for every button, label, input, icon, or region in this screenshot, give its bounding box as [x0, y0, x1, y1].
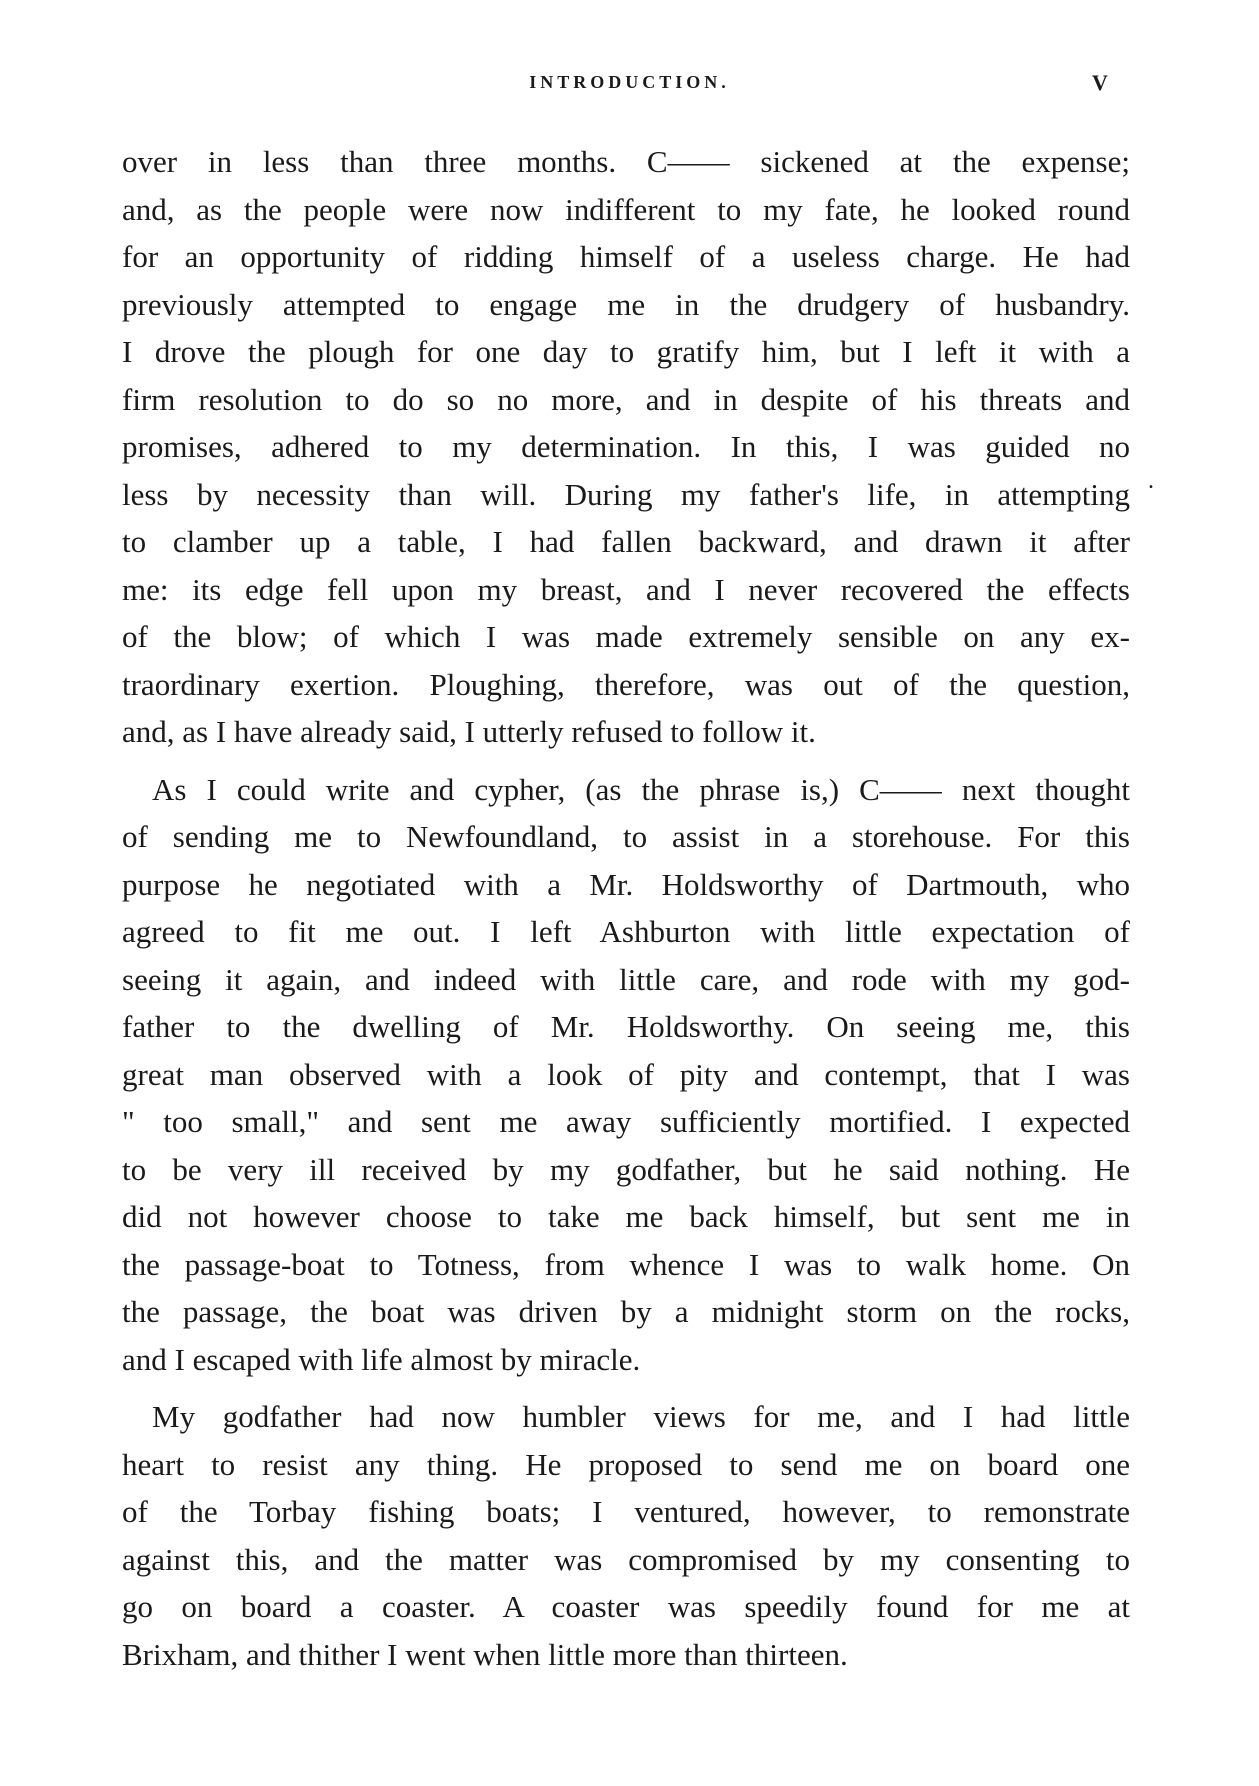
text-line: agreed to fit me out. I left Ashburton with little expectation of [122, 914, 1130, 949]
text-line: to be very ill received by my godfather, but he said nothing. He [122, 1151, 1130, 1187]
text-line: promises, adhered to my determination. In this, I was guided no [122, 429, 1130, 464]
text-line: the passage, the boat was driven by a midnight storm on the rocks, [122, 1294, 1130, 1329]
running-head [0, 70, 1259, 100]
text-line: the passage-boat to Totness, from whence I was to walk home. On [122, 1246, 1130, 1282]
text-line: father to the dwelling of Mr. Holdsworthy. On seeing me, this [122, 1009, 1130, 1044]
text-line: me: its edge fell upon my breast, and I never recovered the effects [122, 571, 1130, 607]
text-line: " too small," and sent me away sufficiently mortified. I expected [122, 1104, 1130, 1139]
text-line: purpose he negotiated with a Mr. Holdsworthy of Dartmouth, who [122, 866, 1130, 902]
stray-mark: . [1148, 468, 1154, 494]
text-line: seeing it again, and indeed with little care, and rode with my god- [122, 961, 1130, 997]
paragraph-2 [122, 766, 1130, 1384]
paragraph-3 [122, 1393, 1130, 1678]
text-line: I drove the plough for one day to gratify him, but I left it with a [122, 334, 1130, 369]
text-line: of the blow; of which I was made extremely sensible on any ex- [122, 619, 1130, 654]
text-line: go on board a coaster. A coaster was speedily found for me at [122, 1589, 1130, 1624]
text-line: against this, and the matter was compromised by my consenting to [122, 1541, 1130, 1577]
text-line: over in less than three months. C—— sickened at the expense; [122, 144, 1130, 179]
paragraph-gap [122, 1383, 1130, 1393]
text-line: heart to resist any thing. He proposed to send me on board one [122, 1446, 1130, 1482]
text-line: Brixham, and thither I went when little more than thirteen. [122, 1636, 848, 1672]
text-line: and, as the people were now indifferent to my fate, he looked round [122, 191, 1130, 227]
paragraph-gap [122, 756, 1130, 766]
page-number: V [1092, 70, 1108, 95]
text-line: did not however choose to take me back himself, but sent me in [122, 1199, 1130, 1234]
text-line: traordinary exertion. Ploughing, therefore, was out of the question, [122, 666, 1130, 702]
text-line: and I escaped with life almost by miracle. [122, 1341, 641, 1377]
text-line: and, as I have already said, I utterly refused to follow it. [122, 714, 816, 749]
text-line: My godfather had now humbler views for me, and I had little [152, 1399, 1130, 1434]
text-line: of the Torbay fishing boats; I ventured, however, to remonstrate [122, 1494, 1130, 1529]
text-line: less by necessity than will. During my father's life, in attempting [122, 476, 1130, 512]
text-line: great man observed with a look of pity and contempt, that I was [122, 1056, 1130, 1092]
body-text [122, 138, 1130, 1678]
paragraph-1 [122, 138, 1130, 756]
running-title: INTRODUCTION. [529, 72, 730, 92]
text-line: As I could write and cypher, (as the phrase is,) C—— next thought [152, 771, 1130, 807]
text-line: firm resolution to do so no more, and in despite of his threats and [122, 381, 1130, 417]
text-line: previously attempted to engage me in the drudgery of husbandry. [122, 286, 1130, 322]
text-line: of sending me to Newfoundland, to assist in a storehouse. For this [122, 819, 1130, 854]
text-line: to clamber up a table, I had fallen backward, and drawn it after [122, 524, 1130, 559]
text-line: for an opportunity of ridding himself of a useless charge. He had [122, 239, 1130, 274]
